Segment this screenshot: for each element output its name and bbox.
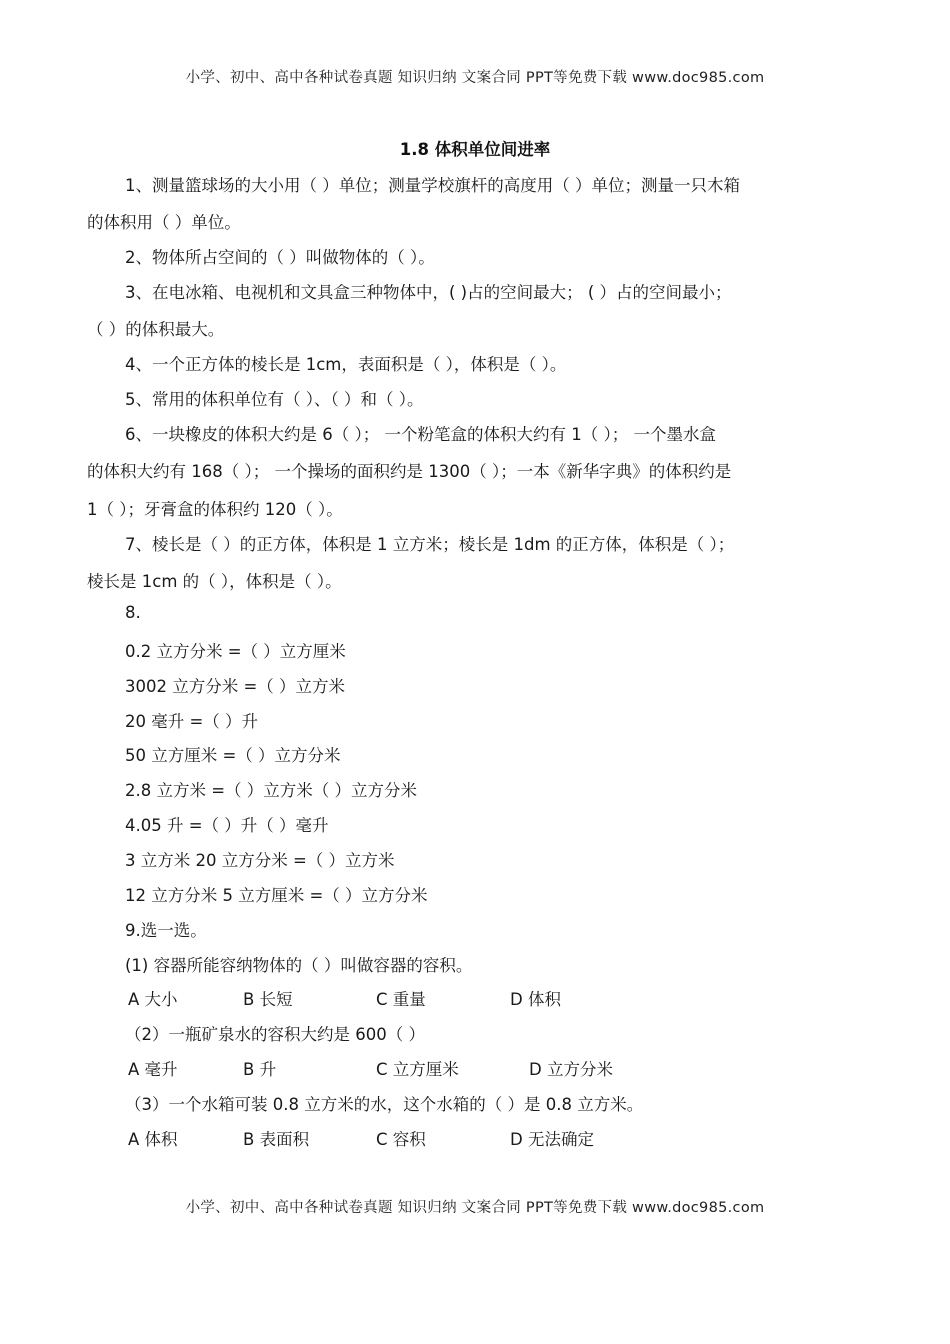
question-9-3-options: [128, 1126, 728, 1148]
question-5: 5、常用的体积单位有（ ）、（ ）和（ ）。: [125, 390, 424, 409]
question-9-2-options: [128, 1056, 728, 1078]
page-footer: 小学、初中、高中各种试卷真题 知识归纳 文案合同 PPT等免费下载 www.doc985.com: [185, 1200, 765, 1216]
question-1-line-2: 的体积用（ ）单位。: [87, 213, 241, 232]
option-b: B 升: [243, 1060, 277, 1079]
option-c: C 立方厘米: [376, 1060, 459, 1079]
question-9-2: （2）一瓶矿泉水的容积大约是 600（ ）: [125, 1025, 425, 1044]
conversion-item: 2.8 立方米 =（ ）立方米（ ）立方分米: [125, 781, 418, 800]
conversion-item: 3 立方米 20 立方分米 =（ ）立方米: [125, 851, 395, 870]
option-b: B 长短: [243, 990, 293, 1009]
option-c: C 容积: [376, 1130, 426, 1149]
question-3-line-1: 3、在电冰箱、电视机和文具盒三种物体中，( )占的空间最大； ( ）占的空间最小；: [125, 283, 732, 302]
option-d: D 体积: [510, 990, 561, 1009]
option-d: D 无法确定: [510, 1130, 594, 1149]
question-8-label: 8.: [125, 603, 141, 622]
question-1-line-1: 1、测量篮球场的大小用（ ）单位；测量学校旗杆的高度用（ ）单位；测量一只木箱: [125, 176, 740, 195]
question-6-line-1: 6、一块橡皮的体积大约是 6（ ）； 一个粉笔盒的体积大约有 1（ ）； 一个墨水盒: [125, 425, 716, 444]
conversion-item: 12 立方分米 5 立方厘米 =（ ）立方分米: [125, 886, 428, 905]
question-7-line-2: 棱长是 1cm 的（ ），体积是（ ）。: [87, 572, 342, 591]
question-2: 2、物体所占空间的（ ）叫做物体的（ ）。: [125, 248, 435, 267]
page-title: 1.8 体积单位间进率: [399, 140, 551, 159]
option-d: D 立方分米: [529, 1060, 613, 1079]
conversion-item: 20 毫升 =（ ）升: [125, 712, 259, 731]
option-a: A 毫升: [128, 1060, 178, 1079]
page-header: 小学、初中、高中各种试卷真题 知识归纳 文案合同 PPT等免费下载 www.doc985.com: [185, 70, 765, 86]
question-6-line-2: 的体积大约有 168（ ）； 一个操场的面积约是 1300（ ）；一本《新华字典》的体积约是: [87, 462, 732, 481]
conversion-item: 3002 立方分米 =（ ）立方米: [125, 677, 346, 696]
option-c: C 重量: [376, 990, 426, 1009]
question-3-line-2: （ ）的体积最大。: [87, 320, 225, 339]
question-9-1: (1) 容器所能容纳物体的（ ）叫做容器的容积。: [125, 956, 473, 975]
question-4: 4、一个正方体的棱长是 1cm，表面积是（ ），体积是（ ）。: [125, 355, 567, 374]
option-a: A 体积: [128, 1130, 178, 1149]
conversion-item: 4.05 升 =（ ）升（ ）毫升: [125, 816, 329, 835]
question-9-1-options: [128, 986, 728, 1008]
option-b: B 表面积: [243, 1130, 310, 1149]
question-7-line-1: 7、棱长是（ ）的正方体，体积是 1 立方米；棱长是 1dm 的正方体，体积是（ ）；: [125, 535, 735, 554]
question-9-label: 9.选一选。: [125, 921, 207, 940]
conversion-item: 50 立方厘米 =（ ）立方分米: [125, 746, 341, 765]
question-9-3: （3）一个水箱可装 0.8 立方米的水，这个水箱的（ ）是 0.8 立方米。: [125, 1095, 644, 1114]
question-6-line-3: 1（ ）；牙膏盒的体积约 120（ ）。: [87, 500, 343, 519]
option-a: A 大小: [128, 990, 178, 1009]
conversion-item: 0.2 立方分米 =（ ）立方厘米: [125, 642, 346, 661]
